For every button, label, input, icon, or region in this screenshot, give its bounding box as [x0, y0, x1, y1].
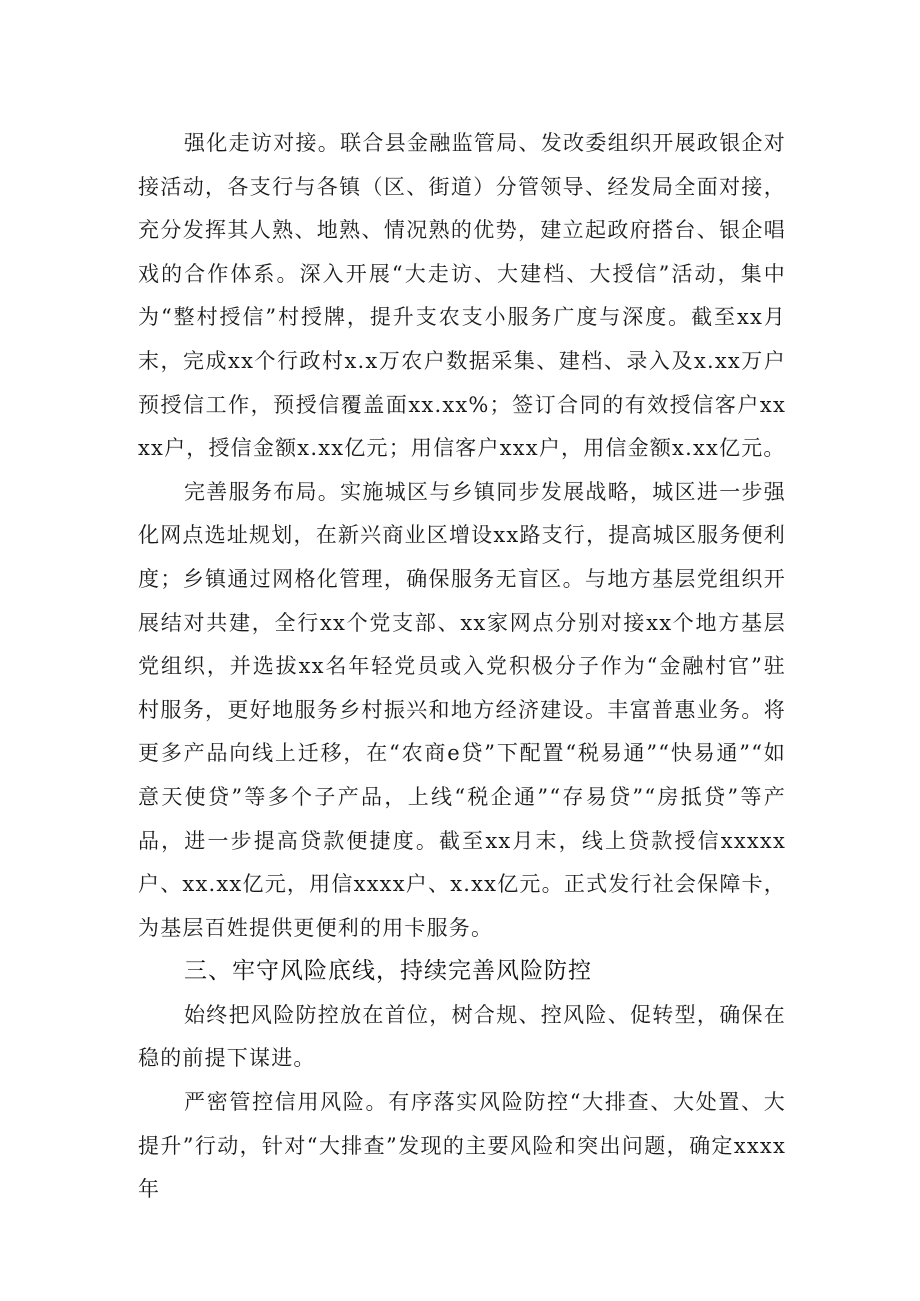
document-body	[138, 122, 786, 1212]
paragraph-visit-docking: 强化走访对接。联合县金融监管局、发改委组织开展政银企对接活动，各支行与各镇（区、街道）分管领导、经发局全面对接，充分发挥其人熟、地熟、情况熟的优势，建立起政府搭台、银企唱戏的合作体系。深入开展“大走访、大建档、大授信”活动，集中为“整村授信”村授牌，提升支农支小服务广度与深度。截至xx月末，完成xx个行政村x.x万农户数据采集、建档、录入及x.xx万户预授信工作，预授信覆盖面xx.xx%；签订合同的有效授信客户xxxx户，授信金额x.xx亿元；用信客户xxx户，用信金额x.xx亿元。	[138, 131, 786, 461]
paragraph-service-layout: 完善服务布局。实施城区与乡镇同步发展战略，城区进一步强化网点选址规划，在新兴商业区增设xx路支行，提高城区服务便利度；乡镇通过网格化管理，确保服务无盲区。与地方基层党组织开展结对共建，全行xx个党支部、xx家网点分别对接xx个地方基层党组织，并选拔xx名年轻党员或入党积极分子作为“金融村官”驻村服务，更好地服务乡村振兴和地方经济建设。丰富普惠业务。将更多产品向线上迁移，在“农商e贷”下配置“税易通”“快易通”“如意天使贷”等多个子产品，上线“税企通”“存易贷”“房抵贷”等产品，进一步提高贷款便捷度。截至xx月末，线上贷款授信xxxxx户、xx.xx亿元，用信xxxx户、x.xx亿元。正式发行社会保障卡，为基层百姓提供更便利的用卡服务。	[138, 479, 786, 940]
paragraph-risk-priority: 始终把风险防控放在首位，树合规、控风险、促转型，确保在稳的前提下谋进。	[138, 1002, 786, 1071]
section-heading-risk-control: 三、牢守风险底线，持续完善风险防控	[184, 958, 592, 985]
paragraph-credit-risk: 严密管控信用风险。有序落实风险防控“大排查、大处置、大提升”行动，针对“大排查”发现的主要风险和突出问题，确定xxxx年	[138, 1090, 786, 1202]
